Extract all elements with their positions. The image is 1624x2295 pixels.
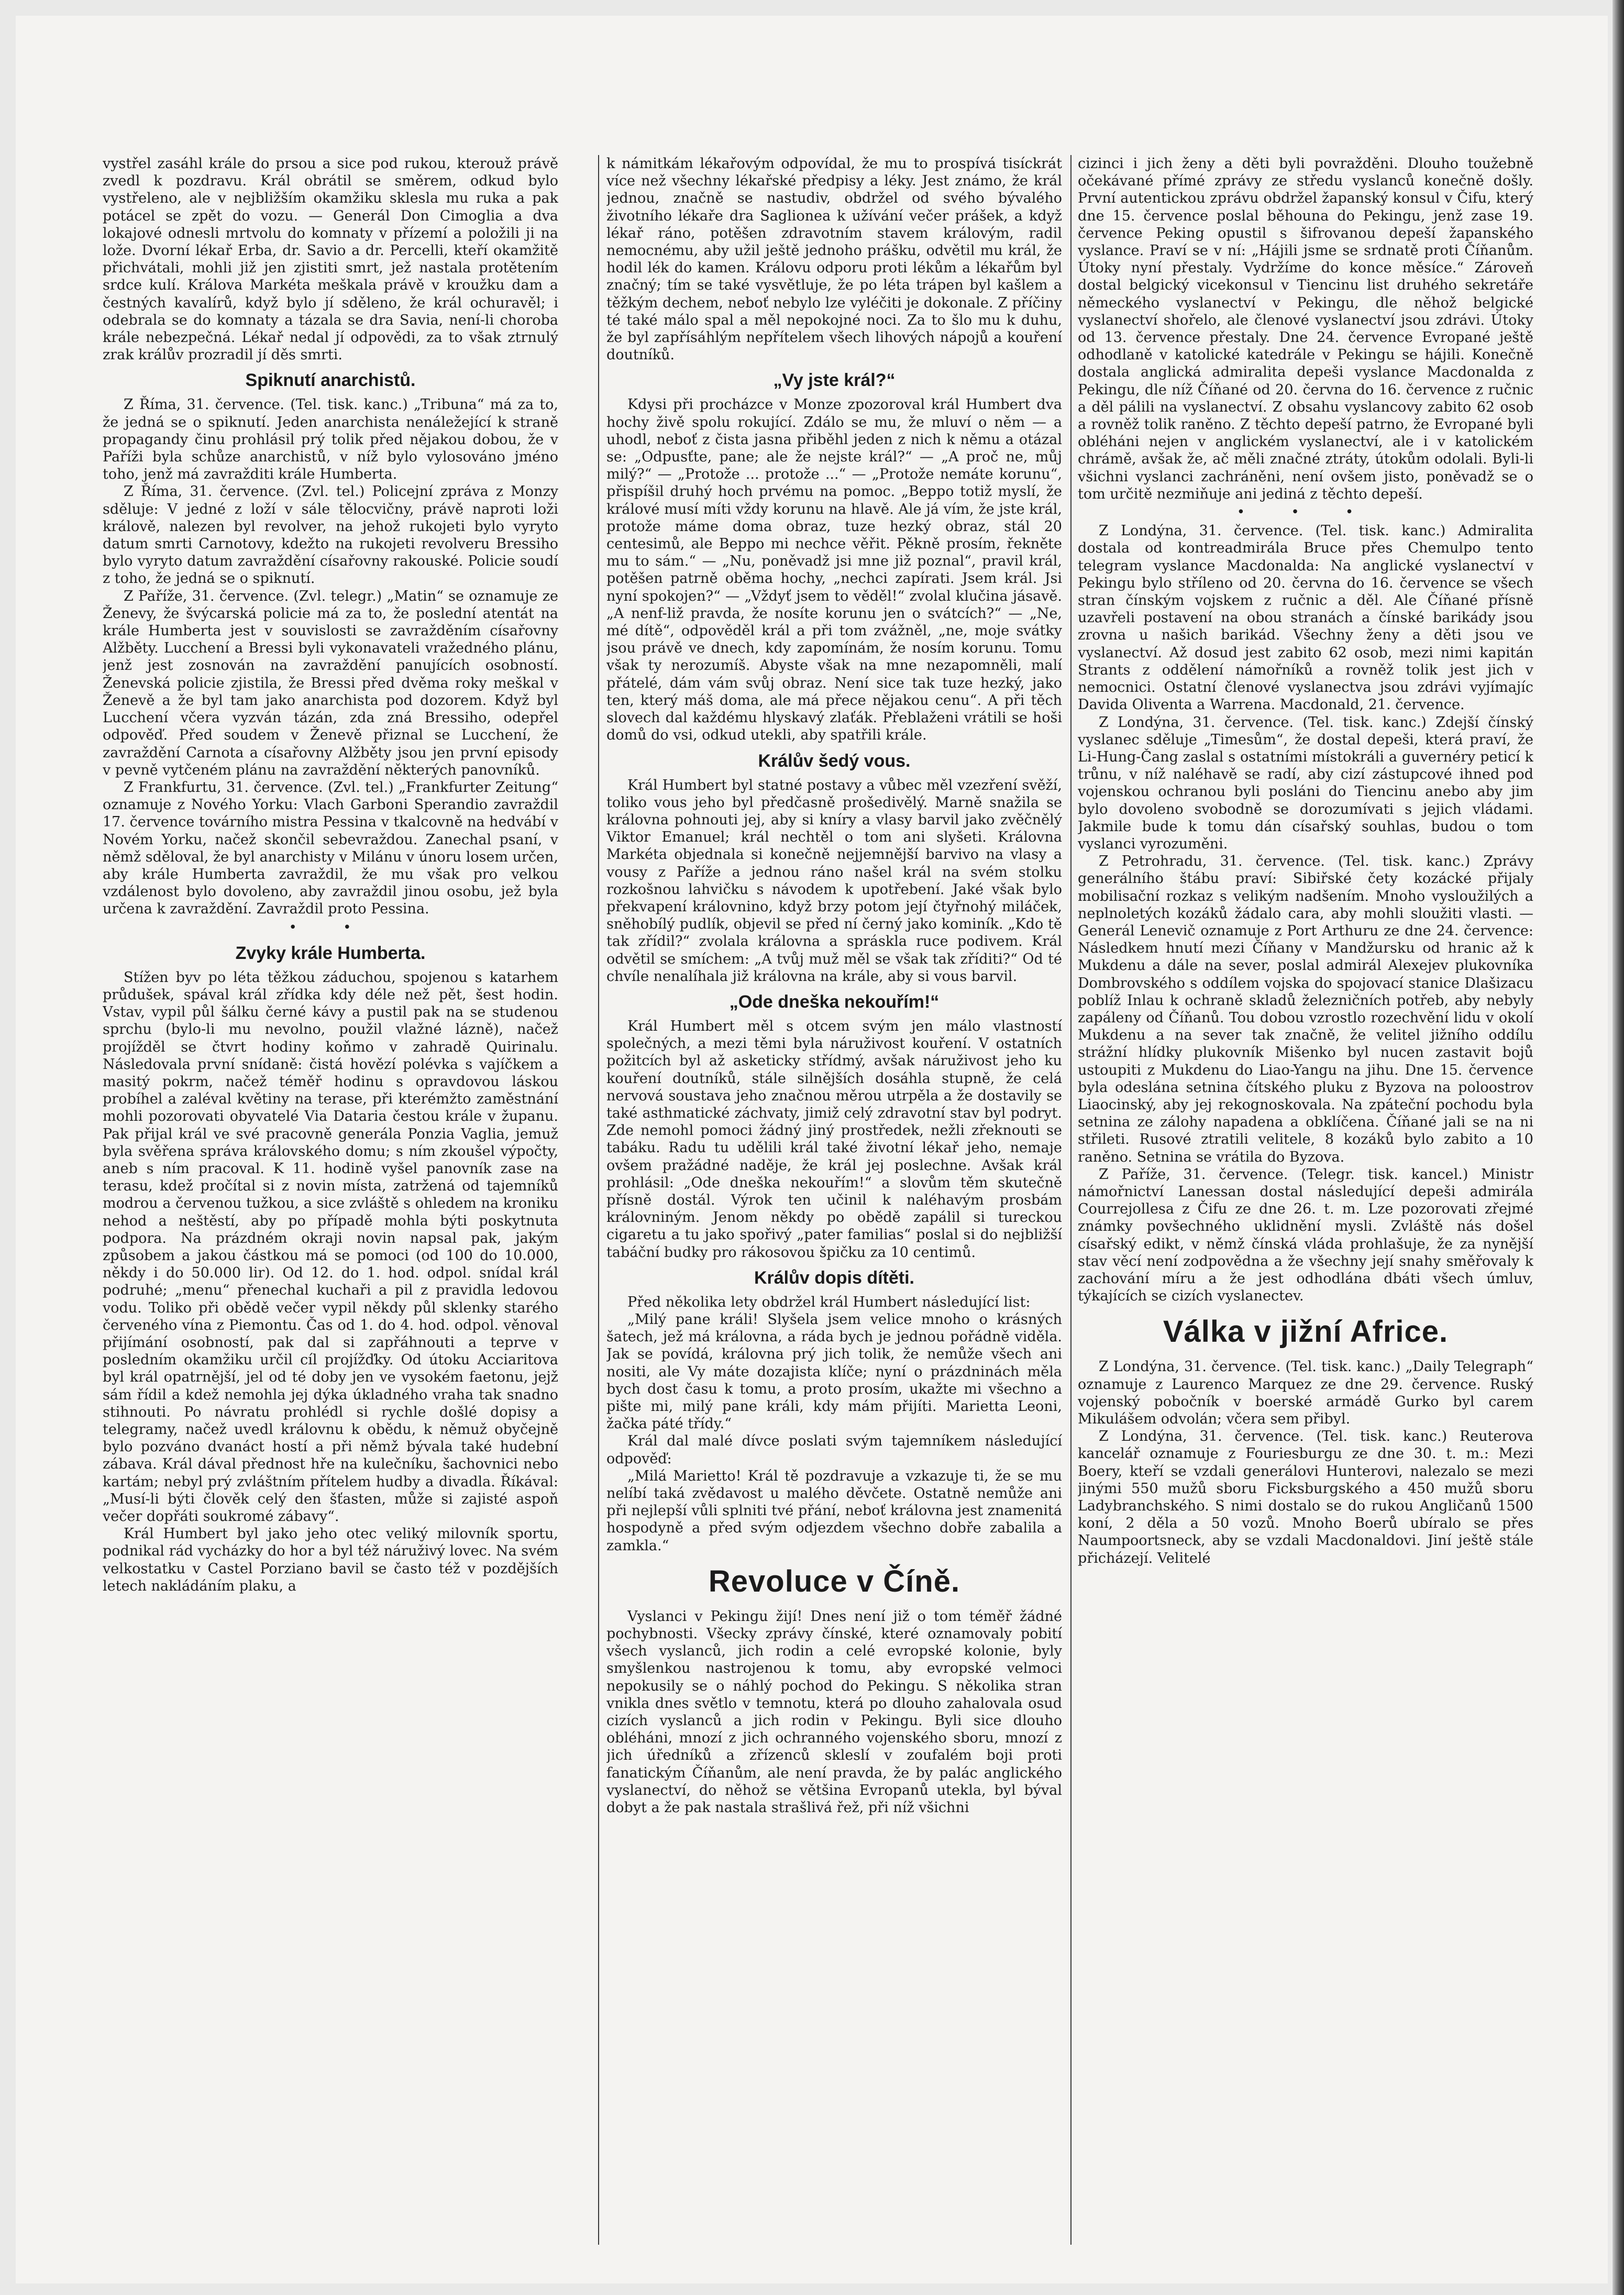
paragraph: Z Londýna, 31. července. (Tel. tisk. kanc.) Zdejší čínský vyslanec sděluje „Timesům“, že dostal depeši, která praví, že Li-Hung-Čang zaslal s ostatními místokráli a guvernéry peticí k trůnu, v níž naléhavě se radí, aby cizí zástupcové ihned pod vojenskou ochranou byli posláni do Tiencinu anebo aby jim bylo dovoleno svobodně se dorozumívati s jejich vládami. Jakmile bude k tomu dán císařský souhlas, budou o tom vyslanci vyrozuměni. (1078, 714, 1533, 852)
section-heading: Králův dopis dítěti. (754, 1267, 915, 1288)
page-edge-shadow (1612, 0, 1624, 2295)
paragraph: Vyslanci v Pekingu žijí! Dnes není již o tom téměř žádné pochybnosti. Všecky zprávy čínské, které oznamovaly pobití všech vyslanců, jich rodin a celé evropské kolonie, byly smyšlenkou nastrojenou k tomu, aby evropské velmoci nepokusily se o náhlý pochod do Pekingu. S několika stran vnikla dnes světlo v temnotu, která po dlouho zahalovala osud cizích vyslanců a jich rodin v Pekingu. Byli sice dlouho obléháni, mnozí z jich ochranného vojenského sboru, mnozí z jich úředníků a zřízenců skleslí v zoufalém boji proti fanatickým Číňanům, ale není pravda, že by palác anglického vyslanectví, do něhož se většina Evropanů utekla, byl býval dobyt a že pak nastala strašlivá řež, při níž všichni (606, 1608, 1062, 1816)
section-heading: Zvyky krále Humberta. (235, 943, 426, 963)
column-1 (103, 155, 558, 2245)
paragraph: Z Frankfurtu, 31. července. (Zvl. tel.) „Frankfurter Zeitung“ oznamuje z Nového Yorku: Vlach Garboni Sperandio zavraždil 17. července továrního mistra Pessina v tkalcovně na hedvábí v Novém Yorku, načež skončil sebevraždou. Zanechal psaní, v němž sděloval, že byl anarchisty v Milánu v únoru losem určen, aby krále Humberta zavraždil, že mu však pro velkou vzdálenost bylo dovoleno, aby zavraždil jinou osobu, jež byla určena k zavraždění. Zavraždil proto Pessina. (103, 779, 558, 918)
paragraph: Z Paříže, 31. července. (Telegr. tisk. kancel.) Ministr námořnictví Lanessan dostal následující depeši admirála Courrejollesa z Čifu ze dne 26. t. m. Lze pozorovati zřejmé známky povšechného uklidnění mysli. Zvláště nás došel císařský edikt, v němž čínská vláda prohlašuje, že za nynější stav věcí není zodpovědna a že všechny její snahy směřovaly k zachování míru a že jest odhodlána dbáti všech úmluv, týkajících se cizích vyslanectev. (1078, 1166, 1533, 1305)
paragraph: cizinci i jich ženy a děti byli povražděni. Dlouho toužebně očekávané přímé zprávy ze středu vyslanců konečně došly. První autentickou zprávu obdržel žapanský konsul v Čifu, který dne 15. července poslal běhouna do Pekingu, jenž zase 19. července Peking opustil s šifrovanou depeší žapanského vyslance. Praví se v ní: „Hájili jsme se srdnatě proti Číňanům. Útoky nyní přestaly. Vydržíme do konce měsíce.“ Zároveň dostal belgický vicekonsul v Tiencinu list druhého sekretáře německého vyslanectví v Pekingu, dle něhož belgické vyslanectví shořelo, ale členové vyslanectví jsou zdrávi. Útoky od 13. července přestaly. Dne 24. července Evropané ještě odhodlaně v katolické katedrále v Pekingu se hájili. Konečně dostala anglická admiralita depeši vyslance Macdonalda z Pekingu, dle níž Číňané od 20. června do 16. července z ručnic a děl pálili na vyslanectví. Z obsahu vyslancovy zabito 62 osob a rovněž tolik raněno. Z těchto depeší patrno, že Evropané byli obléháni nejen v anglickém vyslanectví, ale i v katolickém chrámě, avšak že, ač měli značné ztráty, útokům odolali. Byli-li všichni vyslanci zachráněni, není ovšem jisto, poněvadž se o tom určitě nezmiňuje ani jediná z těchto depeší. (1078, 156, 1533, 502)
column-2 (606, 155, 1062, 2245)
column-rule (598, 155, 599, 2245)
column-rule (1070, 155, 1071, 2245)
paragraph: Z Londýna, 31. července. (Tel. tisk. kanc.) Admiralita dostala od kontreadmirála Bruce přes Chemulpo tento telegram vyslance Macdonalda: Na anglické vyslanectví v Pekingu bylo stříleno od 20. června do 16. července se všech stran čínským vojskem z ručnic a děl. Ale Číňané přísně uzavřeli postavení na obou stranách a čínské barikády jsou zrovna u našich barikád. Všechny ženy a děti jsou ve vyslanectví. Až dosud jest zabito 62 osob, mezi nimi kapitán Strants z oddělení námořníků a rovněž tolik jest jich v nemocnici. Ostatní členové vyslanectva jsou zdrávi vyjímajíc Davida Oliventa a Warrena. Macdonald, 21. července. (1078, 523, 1533, 713)
column-3 (1078, 155, 1533, 2245)
paragraph: Z Londýna, 31. července. (Tel. tisk. kanc.) „Daily Telegraph“ oznamuje z Laurenco Marquez ze dne 29. července. Ruský vojenský pobočník v boerské armádě Gurko byl carem Mikulášem odvolán; včera sem přibyl. (1078, 1359, 1533, 1428)
paragraph: Z Říma, 31. července. (Tel. tisk. kanc.) „Tribuna“ má za to, že jedná se o spiknutí. Jeden anarchista nenáležející k straně propagandy činu prohlásil prý tolik před nějakou dobou, že v Paříži byla schůze anarchistů, v níž bylo vylosováno jméno toho, jenž má zavražditi krále Humberta. (103, 396, 558, 483)
paragraph: Z Paříže, 31. července. (Zvl. telegr.) „Matin“ se oznamuje ze Ženevy, že švýcarská policie má za to, že poslední atentát na krále Humberta jest v souvislosti se zavražděním císařovny Alžběty. Lucchení a Bressi byli vykonavateli vražedného plánu, jenž jest zosnován na zavraždění panujících osobností. Ženevská policie zjistila, že Bressi před dvěma roky meškal v Ženevě a že byl tam jako anarchista pod dozorem. Když byl Lucchení včera vyzván tázán, zda zná Bressiho, odepřel odpověď. Před soudem v Ženevě přiznal se Lucchení, že zavraždění Carnota a císařovny Alžběty jsou jen první episody v pevně vytčeném plánu na zavraždění některých panovníků. (103, 588, 558, 778)
paragraph: Z Říma, 31. července. (Zvl. tel.) Policejní zpráva z Monzy sděluje: V jedné z loží v sále tělocvičny, právě naproti loži králově, nalezen byl revolver, na jehož rukojeti bylo vyryto datum smrti Carnotovy, kdežto na rukojeti revolveru Bressiho bylo vyryto datum zavraždění císařovny rakouské. Policie soudí z toho, že jedná se o spiknutí. (103, 483, 558, 587)
paragraph: Král Humbert byl statné postavy a vůbec měl vzezření svěží, toliko vous jeho byl předčasně prošedivělý. Marně snažila se královna pohnouti jej, aby si kníry a vlasy barvil jako zvěčnělý Viktor Emanuel; král nechtěl o tom ani slyšeti. Královna Markéta objednala si konečně nejjemnější barvivo na vlasy a vousy z Paříže a jednou ráno našel král na svém stolku rozkošnou lahvičku s návodem k upotřebení. Jaké však bylo překvapení královnino, když brzy potom její čtyřnohý miláček, sněhobílý pudlík, objevil se před ní černý jako kominík. „Kdo tě tak zřídil?“ zvolala královna a spráskla ruce podivem. Král odvětil se smíchem: „A tvůj muž měl se však tak zříditi?“ Od té chvíle nenalíhala již královna na krále, aby si vous barvil. (606, 777, 1062, 985)
separator: • • • (1236, 504, 1375, 521)
paragraph: „Milá Marietto! Král tě pozdravuje a vzkazuje ti, že se mu nelíbí taká zvědavost u malého děvčete. Ostatně nemůže ani při nejlepší vůli splniti tvé přání, neboť královna jest znamenitá hospodyně a před svým odjezdem všechno dobře zabalila a zamkla.“ (606, 1468, 1062, 1554)
paragraph: Stížen byv po léta těžkou záduchou, spojenou s katarhem průdušek, spával král zřídka kdy déle než pět, šest hodin. Vstav, vypil půl šálku černé kávy a pustil pak na se studenou sprchu (bylo-li mu nevolno, použil vlažné lázně), načež projížděl se čtvrt hodiny koňmo v zahradě Quirinalu. Následovala první snídaně: čistá hovězí polévka s vajíčkem a masitý pokrm, načež téměř hodinu s opravdovou láskou probíhel a zaléval květiny na terase, při kterémžto zaměstnání mohli pozorovati obyvatelé Via Dataria čestou krále v županu. Pak přijal král ve své pracovně generála Ponzia Vaglia, jemuž byla svěřena správa královského domu; s ním zkoušel výpočty, aneb s ním pracoval. K 11. hodině vyšel panovník zase na terasu, kdež pročítal si z novin místa, zatržená od tajemníků modrou a červenou tužkou, a sice zvláště s ohledem na kroniku nehod a neštěstí, aby po případě mohla býti poskytnuta podpora. Na prázdném okraji novin napsal pak, jakým způsobem a jakou částkou má se pomoci (od 100 do 10.000, někdy i do 50.000 lir). Od 12. do 1. hod. odpol. snídal král podruhé; „menu“ přenechal kuchaři a pil z pravidla ledovou vodu. Toliko při obědě večer vypil někdy půl sklenky starého červeného vína z Piemontu. Čas od 1. do 4. hod. odpol. věnoval přijímání osobností, pak dal si zapřáhnouti a teprve v posledním okamžiku určil cíl projížďky. Od útoku Acciaritova byl král opatrnější, jel od té doby jen ve vysokém faetonu, jejž sám řídil a kdež nemohla jej dýka úkladného vraha tak snadno stihnouti. Po návratu prohlédl si rychle došlé dopisy a telegramy, načež uvedl královnu k obědu, k němuž obyčejně bylo pozváno dvanáct hostí a při němž bývala také hudební zábava. Král dával přednost hře na kulečníku, šachovnici nebo kartám; nebyl prý zvláštním přítelem hudby a divadla. Říkával: „Musí-li býti člověk celý den šťasten, může si zajisté aspoň večer dopřáti soukromé zábavy“. (103, 969, 558, 1525)
paragraph: Kdysi při procházce v Monze zpozoroval král Humbert dva hochy živě spolu rokující. Zdálo se mu, že mluví o něm — a uhodl, neboť z čista jasna přiběhl jeden z nich k němu a otázal se: „Odpusťte, pane; ale že nejste král?“ — „A proč ne, můj milý?“ — „Protože ... protože ...“ — „Protože nemáte korunu“, přispíšil druhý hoch prvému na pomoc. „Beppo totiž myslí, že králové musí míti vždy korunu na hlavě. Ale já vím, že jste král, protože máme doma obraz, tuze hezký obraz, stál 20 centesimů, ale Beppo mi nechce věřit. Pěkně prosím, řekněte mu to sám.“ — „Nu, poněvadž jsi mne již poznal“, pravil král, potěšen patrně oběma hochy, „nechci zapírati. Jsem král. Jsi nyní spokojen?“ — „Vždyť jsem to věděl!“ zvolal klučina jásavě. „A nenf-liž pravda, že nosíte korunu jen o svátcích?“ — „Ne, mé dítě“, odpověděl král a při tom zvážněl, „ne, moje svátky jsou právě ve dnech, kdy zapomínám, že nosím korunu. Tomu však ty nerozumíš. Abyste však na mne nezapomněli, malí přátelé, dám vám svůj obraz. Není sice tak tuze hezký, jako ten, který máš doma, ale má přece nějakou cenu“. A při těch slovech dal každému hlyskavý zlaťák. Přeblaženi vrátili se hoši domů do vsi, odkud utekli, aby spatřili krále. (606, 396, 1062, 744)
paragraph: vystřel zasáhl krále do prsou a sice pod rukou, kterouž právě zvedl k pozdravu. Král obrátil se směrem, odkud bylo vystřeleno, ale v nejbližším okamžiku sklesla mu ruka a pak potácel se zpět do vozu. — Generál Don Cimoglia a dva lokajové odnesli mrtvolu do komnaty v přízemí a položili ji na lože. Dvorní lékař Erba, dr. Savio a dr. Percelli, kteří okamžitě přichvátali, mohli již jen zjistiti smrt, jež nastala protětením srdce kulí. Králova Markéta meškala právě v kroužku dam a čestných kavalírů, když bylo jí sděleno, že král ochuravěl; i odebrala se do komnaty a tázala se dra Savia, není-li choroba krále nebezpečná. Lékař nedal jí odpovědi, za to však ztrnulý zrak králův prozradil jí děs smrti. (103, 156, 558, 363)
section-heading: „Ode dneška nekouřím!“ (729, 991, 940, 1012)
paragraph: Z Petrohradu, 31. července. (Tel. tisk. kanc.) Zprávy generálního štábu praví: Sibiřské čety kozácké přijaly mobilisační rozkaz s velikým nadšením. Mnoho vysloužilých a neplnoletých kozáků žádalo cara, aby mohli sloužiti vlasti. — Generál Lenevič oznamuje z Port Arthuru ze dne 24. července: Následkem hnutí mezi Číňany v Mandžursku od hranic až k Mukdenu a dále na sever, poslal admirál Alexejev plukovníka Dombrovského s oddílem vojska do spojovací stanice Dlašizacu poblíž Inlau k ochraně skladů železničních potřeb, aby nebyly zapáleny od Číňanů. Tou dobou vzrostlo rozechvění lidu v okolí Mukdenu a na sever tak značně, že velitel jižního oddílu strážní hlídky plukovník Mišenko byl nucen zastavit bojů ustoupiti z Mukdenu do Liao-Yangu na jihu. Dne 15. července byla odeslána setnina čítského pluku z Byzova na poloostrov Liaocinský, aby jej rekognoskovala. Na zpáteční pochodu byla setnina ze zálohy napadena a obklíčena. Číňané jali se na ni střileti. Rusové ztratili velitele, 8 kozáků bylo zabito a 10 raněno. Setnina se vrátila do Byzova. (1078, 853, 1533, 1165)
section-heading: Spiknutí anarchistů. (245, 370, 416, 391)
paragraph: Král Humbert byl jako jeho otec veliký milovník sportu, podnikal rád vycházky do hor a byl též náruživý lovec. Na svém velkostatku v Castel Porziano bavil se často též v pozdějších letech nakládáním plaku, a (103, 1526, 558, 1594)
paragraph: Král Humbert měl s otcem svým jen málo vlastností společných, a mezi těmi byla náruživost kouření. V ostatních požitcích byl až asketicky střídmý, avšak náruživost jeho ku kouření doutníků, stále silnějších dosáhla stupně, že celá nervová soustava jeho značnou měrou utrpěla a že dostavily se také asthmatické záchvaty, jimiž celý zdravotní stav byl podryt. Zde nemohl pomoci žádný jiný prostředek, nežli zřeknouti se tabáku. Radu tu udělili král také životní lékař jeho, nemaje ovšem pražádné naděje, že král jej poslechne. Avšak král prohlásil: „Ode dneška nekouřím!“ a slovům těm skutečně přísně dostál. Výrok ten učinil k naléhavým prosbám královniným. Jenom někdy po obědě zapálil si tureckou cigaretu a tu jako spořivý „pater familias“ poslal si do nejbližší tabáční budky pro rákosovou špičku za 10 centimů. (606, 1018, 1062, 1261)
section-heading: Králův šedý vous. (758, 751, 911, 771)
major-heading: Válka v jižní Africe. (1163, 1315, 1449, 1349)
paragraph: k námitkám lékařovým odpovídal, že mu to prospívá tisíckrát více než všechny lékařské předpisy a léky. Jest známo, že král jednou, značně se nastudiv, obdržel od svého bývalého životního lékaře dra Saglionea k užívání večer prášek, a když lékař ráno, potěšen zdravotním stavem královým, radil nemocnému, aby užil ještě jednoho prášku, odvětil mu král, že hodil lék do kamen. Královu odporu proti lékům a lékařům byl značný; tím se také vysvětluje, že po léta trápen byl kašlem a těžkým dechem, neboť nebylo lze vyléčiti je dokonale. Z příčiny té také málo spal a měl nepokojné noci. Za to šlo mu k duhu, že byl zapřísáhlým nepřítelem všech lihových nápojů a kouření doutníků. (606, 156, 1062, 363)
paragraph: „Milý pane králi! Slyšela jsem velice mnoho o krásných šatech, jež má královna, a ráda bych je jednou pořádně viděla. Jak se povídá, královna prý jich tolik, že nemůže všech ani nositi, ale Vy máte dozajista klíče; nyní o prázdninách měla bych dost času k tomu, a proto prosím, ukažte mi všechno a pište mi, milý pane králi, kdy mám přijíti. Marietta Leoni, žačka páté třídy.“ (606, 1311, 1062, 1432)
paragraph: Král dal malé dívce poslati svým tajemníkem následující odpověď: (606, 1433, 1062, 1467)
paragraph: Z Londýna, 31. července. (Tel. tisk. kanc.) Reuterova kancelář oznamuje z Fouriesburgu ze dne 30. t. m.: Mezi Boery, kteří se vzdali generálovi Hunterovi, nalezalo se mezi jinými 550 mužů sboru Ficksburgského a 450 mužů sboru Ladybranchského. S nimi dostalo se do rukou Angličanů 1500 koní, 2 děla a 50 vozů. Mnoho Boerů ubíralo se přes Naumpoortsneck, aby se vzdali Macdonaldovi. Jiní ještě stále přicházejí. Velitelé (1078, 1428, 1533, 1566)
separator: • • (289, 919, 372, 935)
section-heading: „Vy jste král?“ (773, 370, 896, 391)
major-heading: Revoluce v Číně. (708, 1564, 960, 1598)
paragraph: Před několika lety obdržel král Humbert následující list: (627, 1294, 1031, 1310)
